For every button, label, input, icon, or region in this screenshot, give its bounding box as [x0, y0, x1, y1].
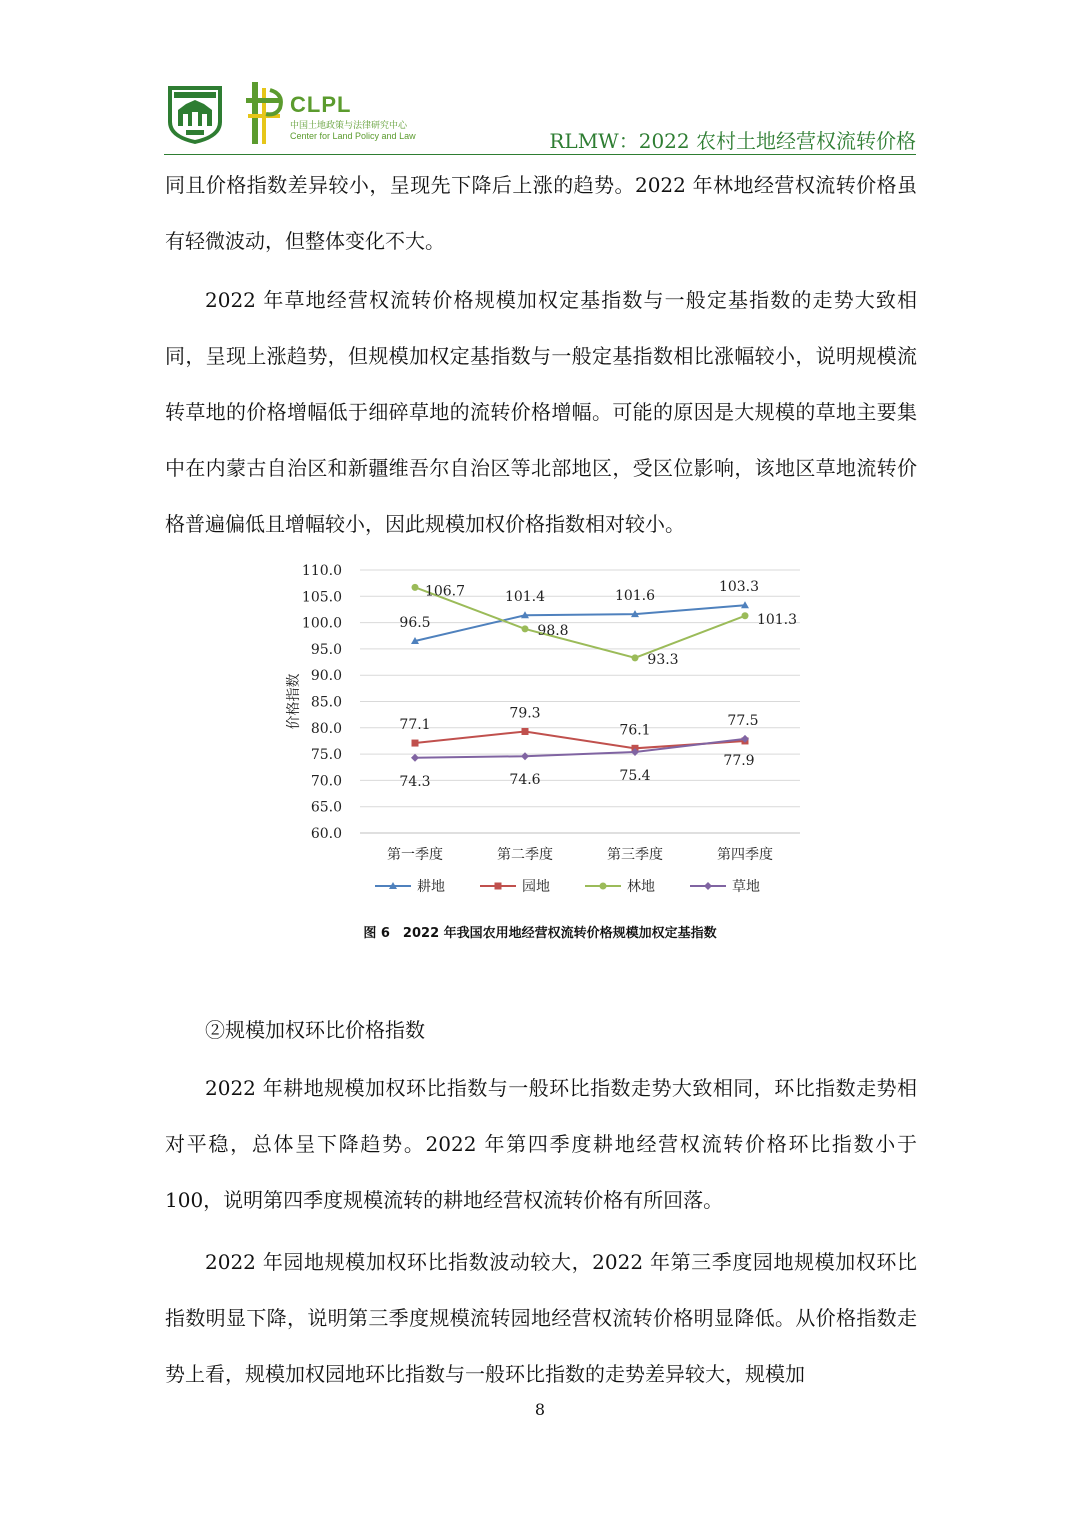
line-chart	[270, 555, 815, 915]
legend-label: 草地	[732, 879, 760, 895]
x-tick-label: 第三季度	[607, 847, 663, 863]
chart-svg	[270, 555, 815, 915]
clpl-chinese-name: 中国土地政策与法律研究中心	[290, 121, 408, 131]
page-number: 8	[534, 1400, 546, 1419]
data-label: 77.1	[399, 717, 431, 734]
y-tick-label: 75.0	[310, 747, 342, 764]
series-line-草地	[415, 739, 745, 758]
y-axis-label: 价格指数	[286, 673, 302, 730]
y-tick-label: 105.0	[301, 589, 342, 606]
figure-caption: 图 6 2022 年我国农用地经营权流转价格规模加权定基指数	[363, 926, 717, 941]
clpl-name: CLPL	[290, 92, 352, 117]
legend-label: 园地	[522, 879, 550, 895]
series-line-园地	[415, 731, 745, 748]
data-label: 75.4	[619, 767, 651, 784]
data-label: 98.8	[537, 622, 569, 639]
data-point	[411, 754, 419, 762]
y-tick-label: 110.0	[301, 563, 342, 579]
data-point	[522, 728, 529, 735]
data-label: 76.1	[619, 722, 651, 739]
data-label: 77.5	[727, 712, 759, 729]
report-title: RLMW：2022 农村土地经营权流转价格	[549, 129, 916, 153]
data-point	[521, 752, 529, 760]
legend-label: 林地	[627, 879, 655, 895]
clpl-logo	[246, 80, 426, 146]
section-subheading: ②规模加权环比价格指数	[205, 1018, 425, 1042]
x-tick-label: 第一季度	[387, 847, 443, 863]
y-tick-label: 80.0	[310, 720, 342, 737]
data-label: 101.3	[756, 611, 798, 628]
paragraph-1: 同且价格指数差异较小，呈现先下降后上涨的趋势。2022 年林地经营权流转价格虽有轻微波动，但整体变化不大。	[165, 173, 917, 253]
legend-marker	[495, 883, 502, 890]
data-label: 101.6	[614, 588, 656, 605]
data-label: 96.5	[399, 615, 431, 632]
clpl-emblem-icon	[246, 80, 286, 146]
data-label: 77.9	[723, 752, 755, 769]
y-tick-label: 60.0	[310, 826, 342, 842]
data-label: 103.3	[718, 579, 760, 596]
x-tick-label: 第四季度	[717, 847, 773, 863]
data-point	[412, 584, 419, 591]
data-label: 79.3	[509, 705, 541, 722]
y-tick-label: 90.0	[310, 668, 342, 685]
paragraph-4: 2022 年园地规模加权环比指数波动较大，2022 年第三季度园地规模加权环比指数明显下降，说明第三季度规模流转园地经营权流转价格明显降低。从价格指数走势上看，规模加权园地环比指数与一般环比指数的走势差异较大，规模加	[165, 1250, 917, 1386]
data-point	[412, 740, 419, 747]
data-label: 106.7	[424, 583, 466, 600]
university-logo-icon	[164, 82, 226, 146]
data-label: 101.4	[504, 589, 546, 606]
data-point	[522, 625, 529, 632]
y-tick-label: 100.0	[301, 615, 342, 632]
data-label: 74.6	[509, 772, 541, 789]
paragraph-3: 2022 年耕地规模加权环比指数与一般环比指数走势大致相同，环比指数走势相对平稳，总体呈下降趋势。2022 年第四季度耕地经营权流转价格环比指数小于 100，说明第四季度规模流转的耕地经营权流转价格有所回落。	[165, 1076, 917, 1212]
data-point	[742, 612, 749, 619]
header-divider	[164, 154, 916, 155]
y-tick-label: 95.0	[310, 641, 342, 658]
data-label: 74.3	[399, 773, 431, 790]
y-tick-label: 65.0	[310, 799, 342, 816]
data-label: 93.3	[647, 651, 679, 668]
x-tick-label: 第二季度	[497, 847, 553, 863]
y-tick-label: 85.0	[310, 694, 342, 711]
clpl-english-name: Center for Land Policy and Law	[290, 131, 416, 141]
legend-marker	[704, 882, 712, 890]
paragraph-2: 2022 年草地经营权流转价格规模加权定基指数与一般定基指数的走势大致相同，呈现上涨趋势，但规模加权定基指数与一般定基指数相比涨幅较小，说明规模流转草地的价格增幅低于细碎草地的流转价格增幅。可能的原因是大规模的草地主要集中在内蒙古自治区和新疆维吾尔自治区等北部地区，受区位影响，该地区草地流转价格普遍偏低且增幅较小，因此规模加权价格指数相对较小。	[165, 288, 917, 536]
legend-marker	[600, 883, 607, 890]
y-tick-label: 70.0	[310, 773, 342, 790]
legend-label: 耕地	[417, 879, 445, 895]
data-point	[632, 654, 639, 661]
